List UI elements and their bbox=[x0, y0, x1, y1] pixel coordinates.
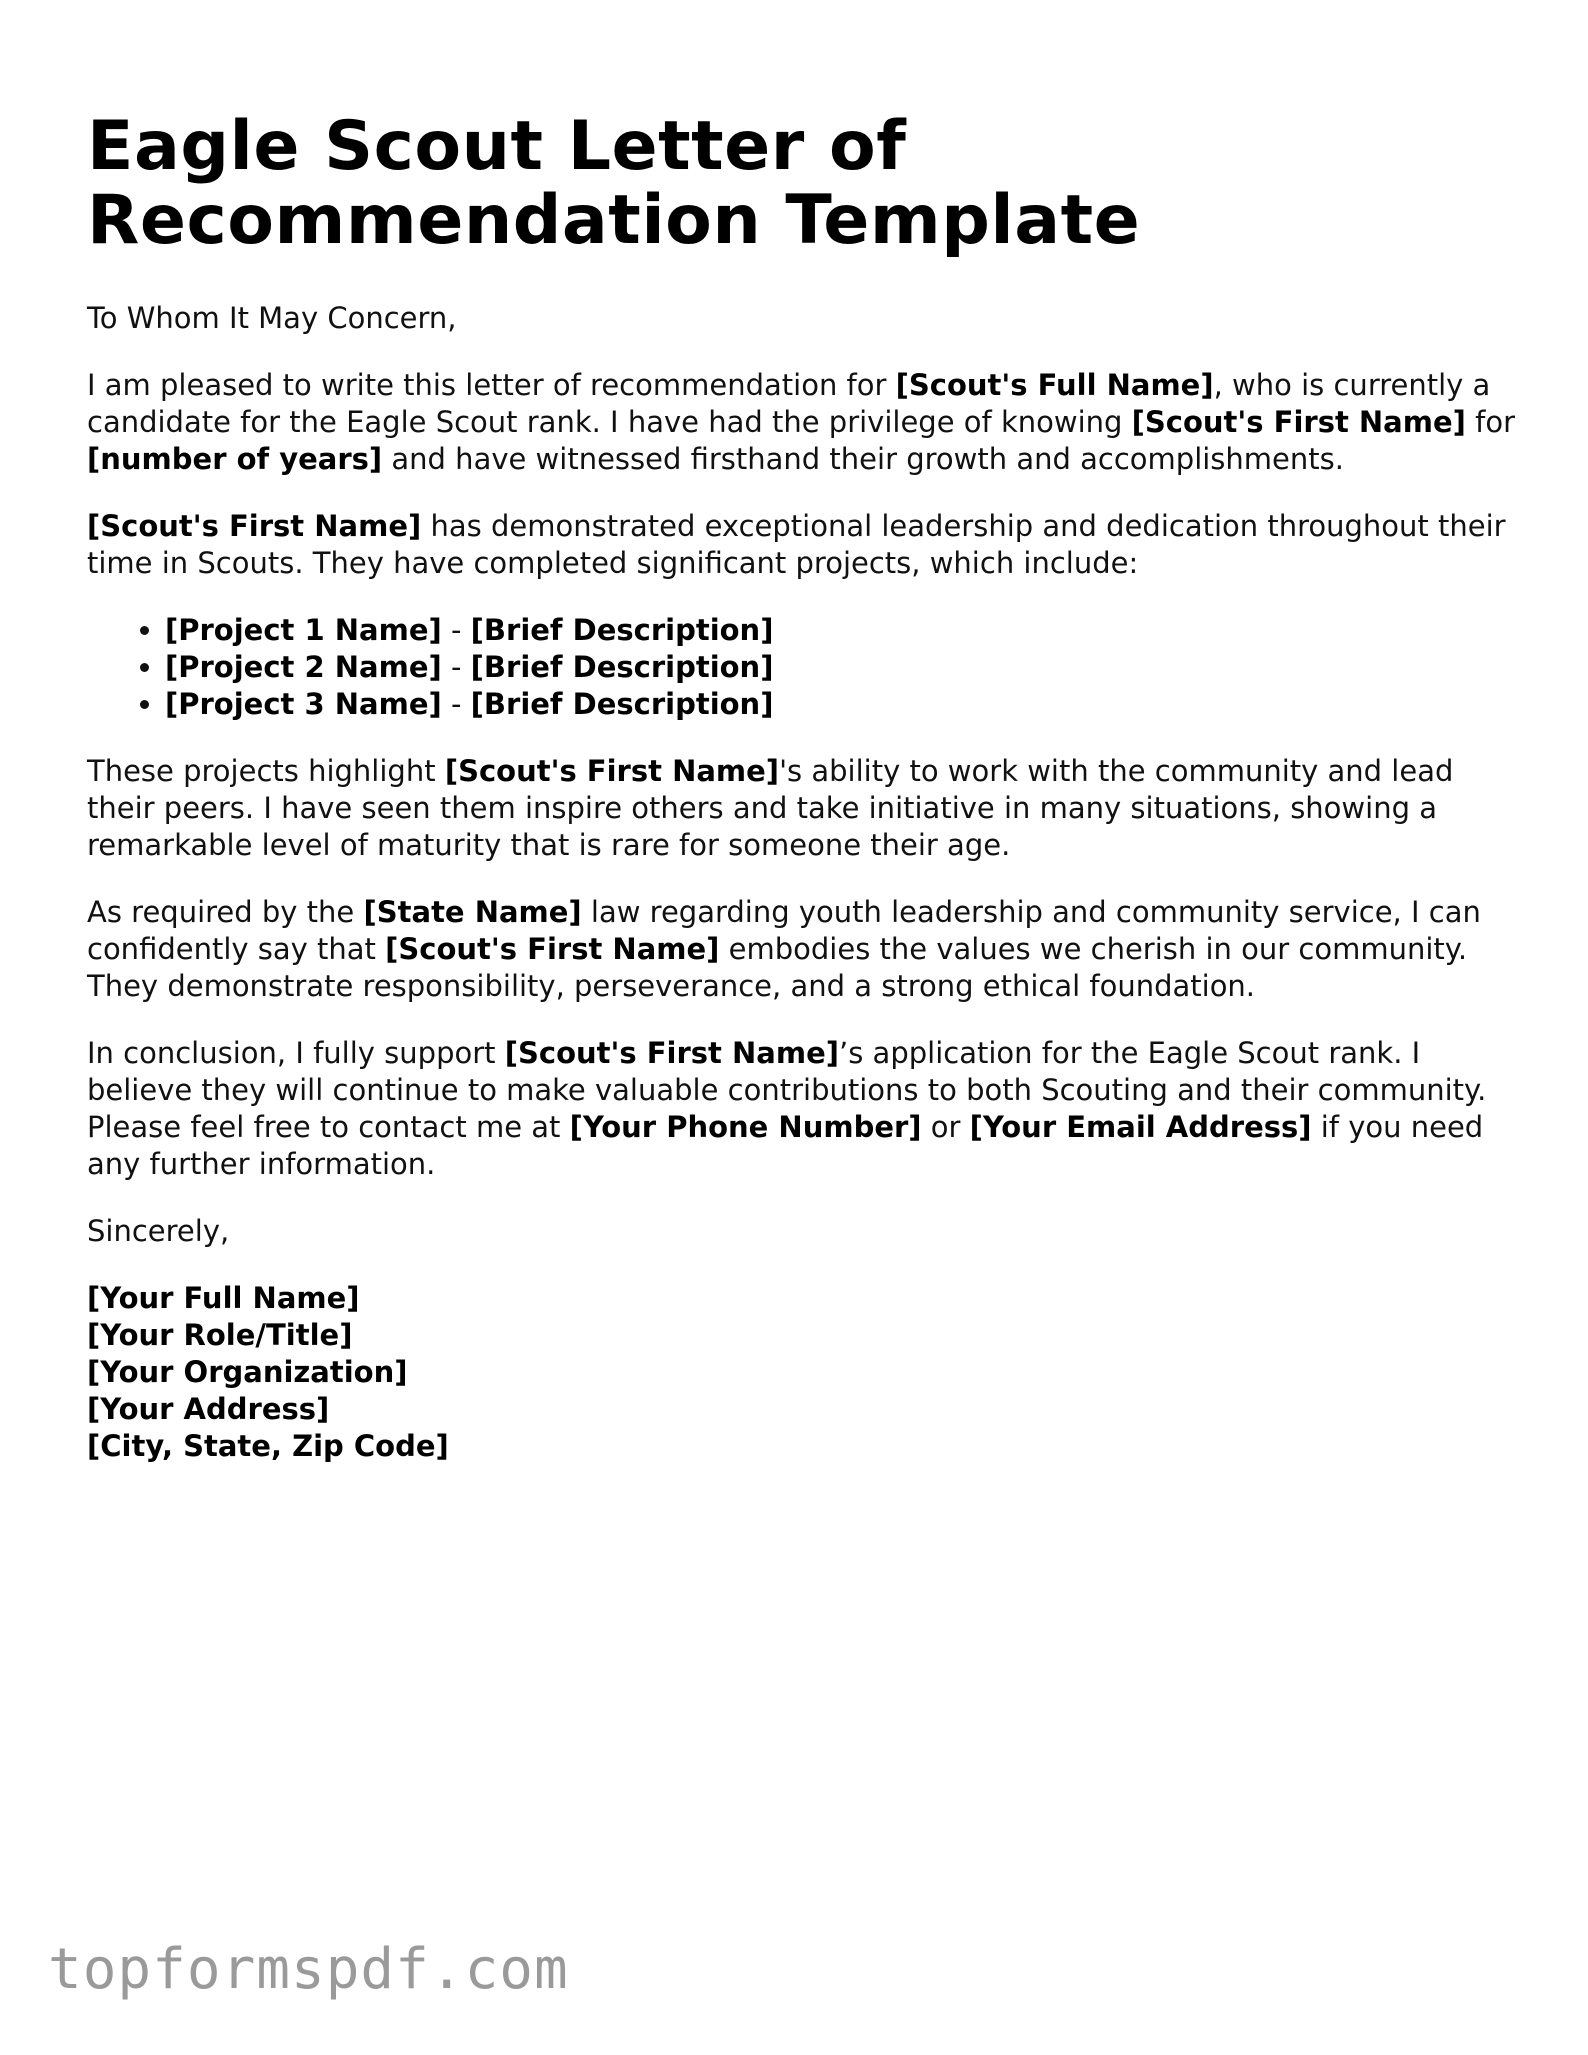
text-segment: ’s application for the Eagle Scout rank. I believe they will continue to make valuable contributions to both Scouting and their community. Please feel free to contact me at bbox=[87, 1036, 1487, 1144]
paragraph-intro bbox=[87, 367, 1517, 478]
page-title: Eagle Scout Letter of Recommendation Template bbox=[87, 107, 1141, 260]
placeholder-scout-first-name: [Scout's First Name] bbox=[504, 1036, 840, 1070]
signature-role-title: [Your Role/Title] bbox=[87, 1318, 353, 1352]
placeholder-scout-first-name: [Scout's First Name] bbox=[444, 754, 780, 788]
list-item bbox=[165, 649, 1517, 686]
placeholder-scout-full-name: [Scout's Full Name] bbox=[895, 368, 1214, 402]
list-item bbox=[165, 612, 1517, 649]
project-list bbox=[87, 612, 1517, 723]
text-segment: if you need any further information. bbox=[87, 1110, 1484, 1181]
text-segment: - bbox=[441, 650, 471, 684]
signature-block bbox=[87, 1280, 1517, 1465]
text-segment: I am pleased to write this letter of recommendation for bbox=[87, 368, 896, 402]
paragraph-projects-highlight bbox=[87, 753, 1517, 864]
letter-document bbox=[87, 107, 1517, 1465]
placeholder-project-name: [Project 1 Name] bbox=[165, 613, 442, 647]
signature-city-state-zip: [City, State, Zip Code] bbox=[87, 1429, 449, 1463]
placeholder-email-address: [Your Email Address] bbox=[969, 1110, 1312, 1144]
watermark: topformspdf.com bbox=[48, 1937, 569, 2002]
text-segment: embodies the values we cherish in our community. They demonstrate responsibility, perseverance, and a strong ethical foundation. bbox=[87, 932, 1468, 1003]
text-segment: In conclusion, I fully support bbox=[87, 1036, 505, 1070]
text-segment: has demonstrated exceptional leadership and dedication throughout their time in Scouts. They have completed significant projects, which include: bbox=[87, 509, 1506, 580]
text-segment: law regarding youth leadership and community service, I can confidently say that bbox=[87, 895, 1481, 966]
text-segment: As required by the bbox=[87, 895, 364, 929]
text-segment: or bbox=[921, 1110, 970, 1144]
list-item bbox=[165, 686, 1517, 723]
salutation: To Whom It May Concern, bbox=[87, 301, 457, 335]
placeholder-project-name: [Project 2 Name] bbox=[165, 650, 442, 684]
placeholder-brief-description: [Brief Description] bbox=[470, 650, 774, 684]
placeholder-number-of-years: [number of years] bbox=[87, 442, 383, 476]
placeholder-scout-first-name: [Scout's First Name] bbox=[1131, 405, 1466, 439]
text-segment: These projects highlight bbox=[87, 754, 445, 788]
text-segment: 's ability to work with the community and lead their peers. I have seen them inspire others and take initiative in many situations, showing a remarkable level of maturity that is rare for someone their age. bbox=[87, 754, 1454, 862]
paragraph-leadership bbox=[87, 508, 1517, 582]
placeholder-state-name: [State Name] bbox=[363, 895, 582, 929]
signature-address: [Your Address] bbox=[87, 1392, 330, 1426]
signature-organization: [Your Organization] bbox=[87, 1355, 408, 1389]
text-segment: for bbox=[1465, 405, 1515, 439]
text-segment: - bbox=[441, 687, 471, 721]
placeholder-project-name: [Project 3 Name] bbox=[165, 687, 442, 721]
placeholder-scout-first-name: [Scout's First Name] bbox=[385, 932, 720, 966]
closing: Sincerely, bbox=[87, 1214, 230, 1248]
text-segment: , who is currently a candidate for the Eagle Scout rank. I have had the privilege of knowing bbox=[87, 368, 1491, 439]
placeholder-phone-number: [Your Phone Number] bbox=[569, 1110, 922, 1144]
paragraph-conclusion bbox=[87, 1035, 1517, 1183]
signature-full-name: [Your Full Name] bbox=[87, 1281, 360, 1315]
text-segment: and have witnessed firsthand their growth and accomplishments. bbox=[382, 442, 1344, 476]
text-segment: - bbox=[441, 613, 471, 647]
placeholder-brief-description: [Brief Description] bbox=[470, 687, 774, 721]
placeholder-scout-first-name: [Scout's First Name] bbox=[87, 509, 422, 543]
paragraph-state-law bbox=[87, 894, 1517, 1005]
placeholder-brief-description: [Brief Description] bbox=[470, 613, 774, 647]
